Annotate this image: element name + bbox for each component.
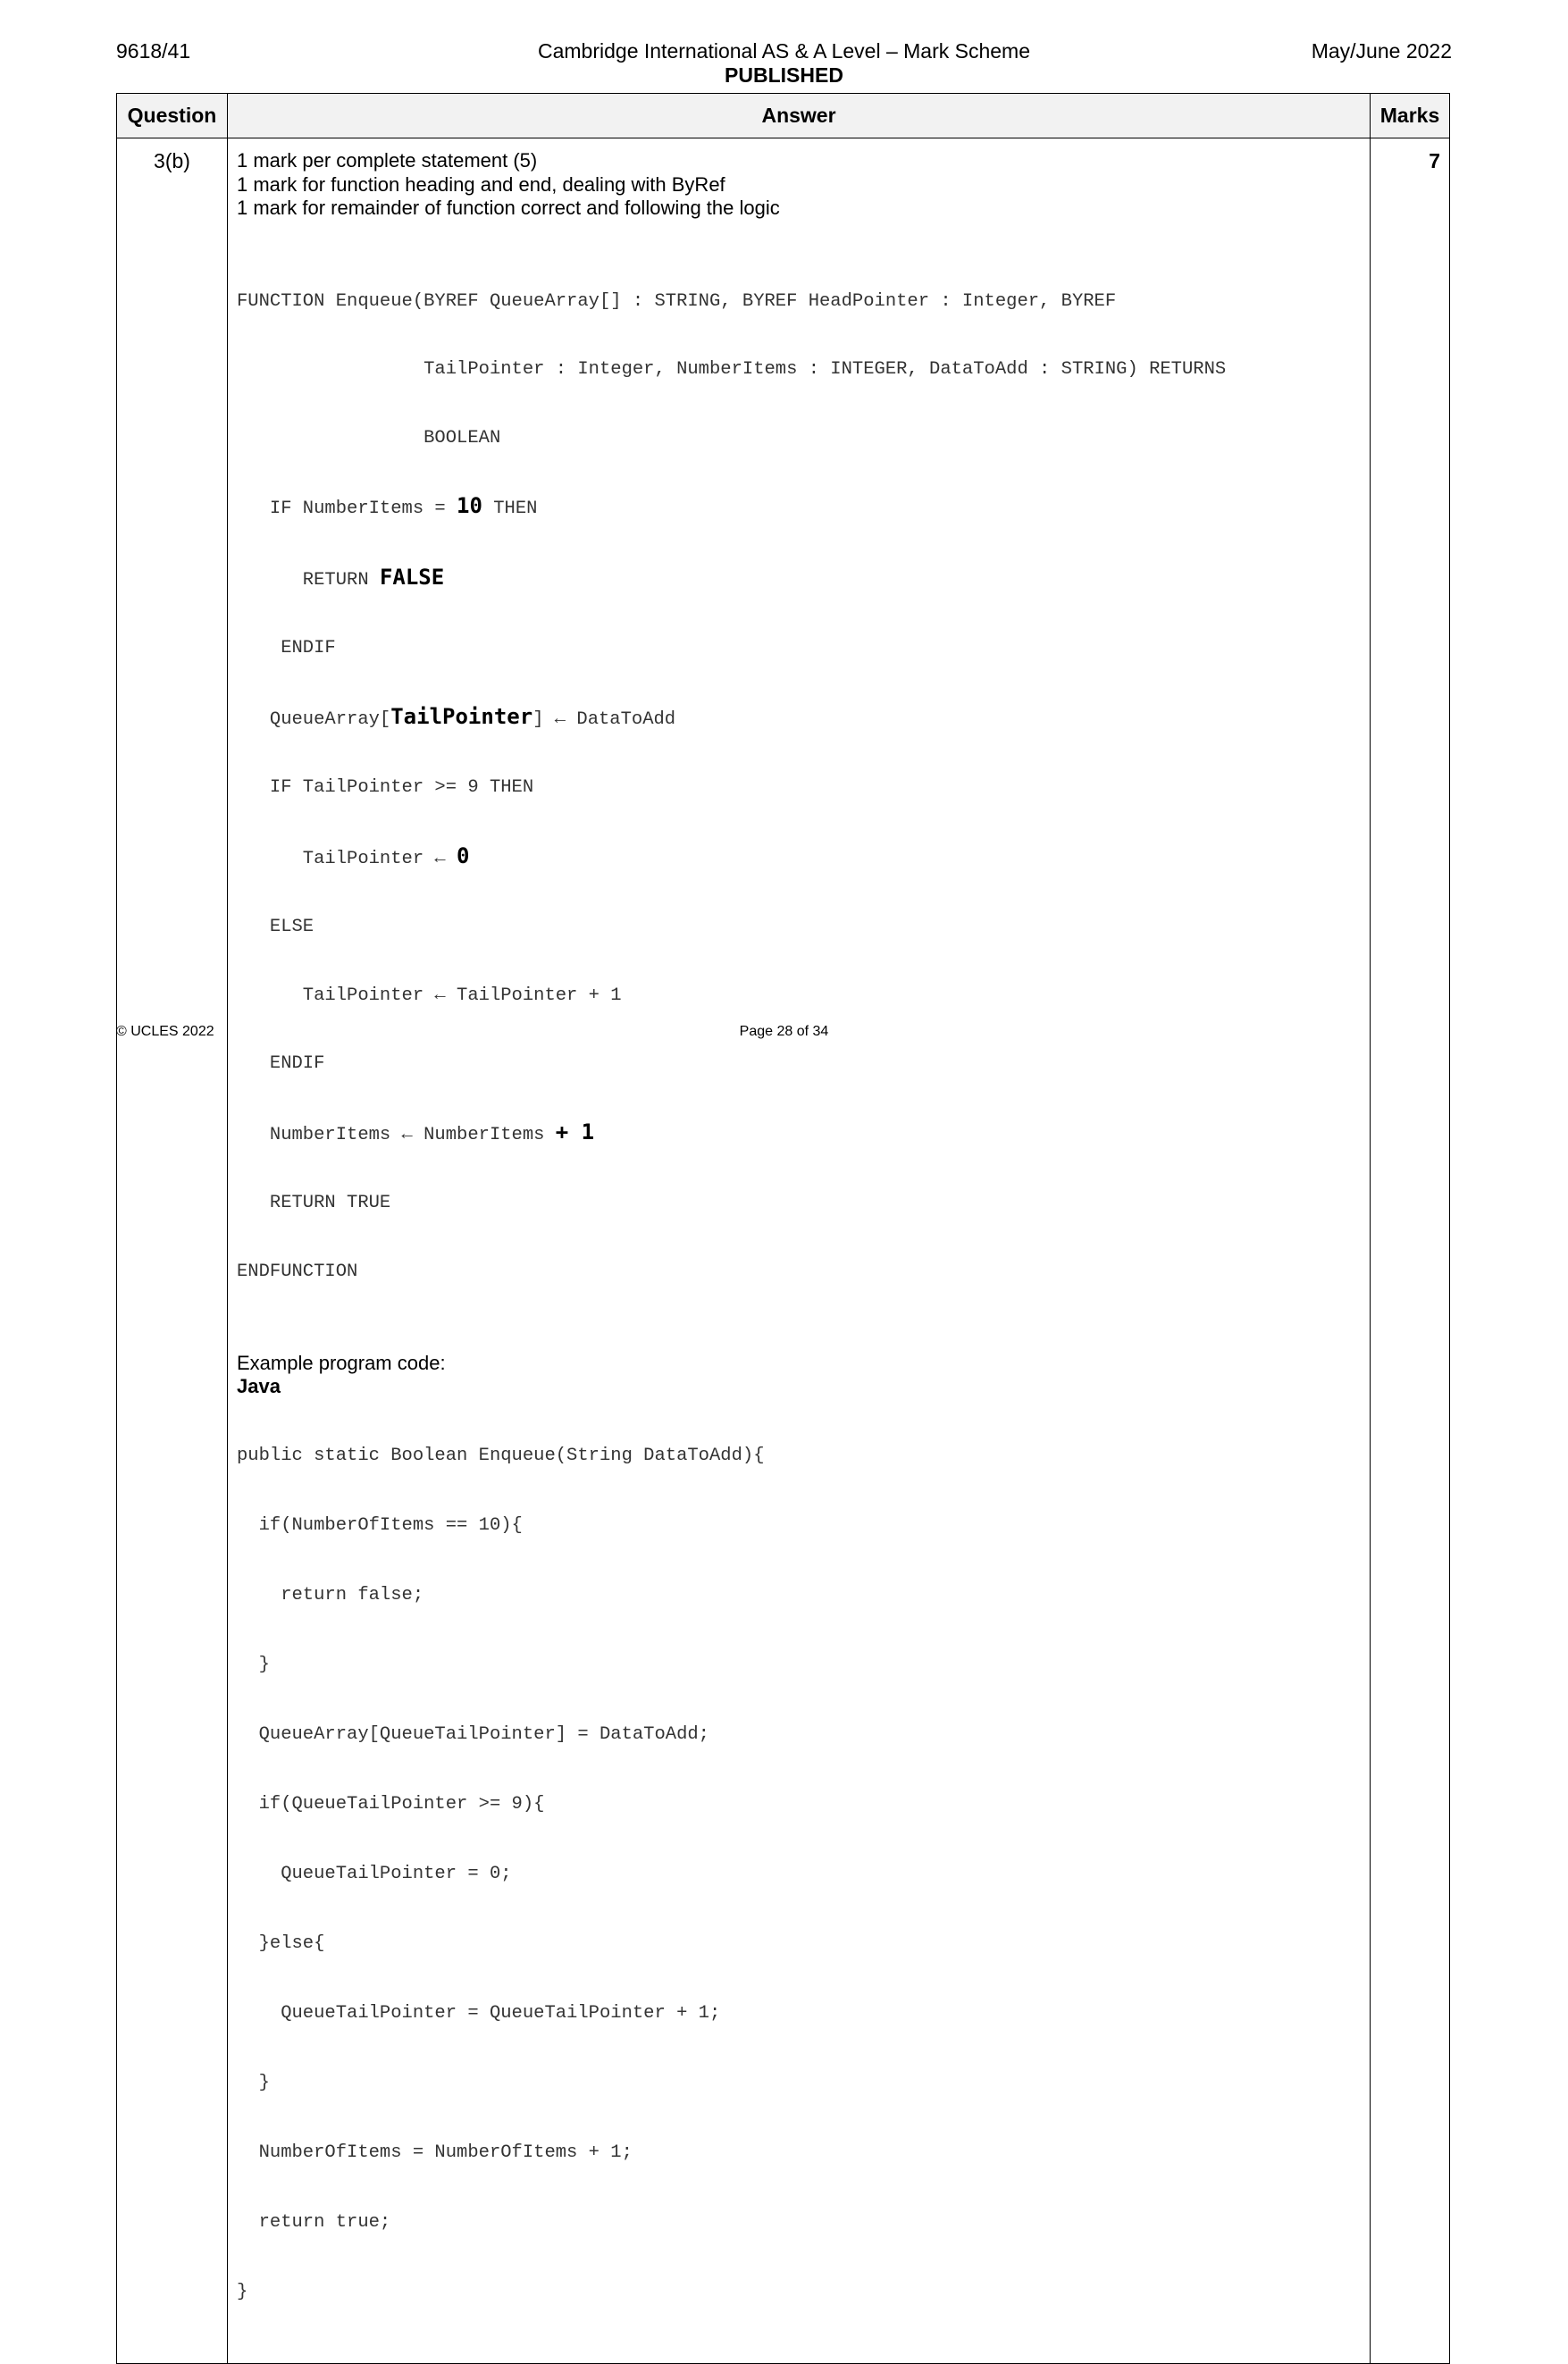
code-line: IF TailPointer >= 9 THEN [237,777,534,798]
code-line: FUNCTION Enqueue(BYREF QueueArray[] : STRING, BYREF HeadPointer : Integer, BYREF [237,290,1117,312]
code-text: ] ← DataToAdd [532,708,676,730]
table-row [117,138,1450,2364]
code-line [237,495,1361,521]
mark-scheme-table [116,93,1450,2364]
criterion: 1 mark for remainder of function correct and following the logic [237,197,780,219]
highlighted-code: FALSE [379,564,445,590]
code-line [237,842,1361,871]
highlighted-code: TailPointer [390,703,533,729]
code-line: } [237,2073,270,2093]
code-line [237,1121,1361,1147]
code-line: } [237,1655,270,1675]
table-header-row [117,94,1450,138]
question-number: 3(b) [117,138,228,2364]
document-title: Cambridge International AS & A Level – Mark Scheme [537,39,1031,63]
code-line: RETURN TRUE [237,1193,391,1213]
code-line: ENDIF [237,1053,325,1074]
code-line: BOOLEAN [237,427,501,448]
code-line: } [237,2282,248,2302]
code-text: TailPointer ← [237,848,457,869]
code-line: ELSE [237,917,314,937]
exam-session: May/June 2022 [1311,39,1452,63]
code-text: THEN [482,499,538,519]
question-column-header: Question [117,94,228,138]
code-line: QueueTailPointer = 0; [237,1864,512,1884]
code-line: QueueArray[QueueTailPointer] = DataToAdd; [237,1724,709,1745]
code-line: QueueTailPointer = QueueTailPointer + 1; [237,2003,721,2024]
code-line: }else{ [237,1933,325,1954]
code-line: return false; [237,1585,424,1605]
page-number: Page 28 of 34 [739,1024,829,1039]
copyright: © UCLES 2022 [116,1024,214,1039]
highlighted-code: 0 [457,842,470,868]
code-text: RETURN [237,569,380,591]
code-line [237,703,1361,732]
java-code-block [237,1398,1361,2351]
code-line: return true; [237,2212,391,2233]
paper-code: 9618/41 [116,39,191,63]
code-text: IF NumberItems = [237,499,457,519]
code-text: NumberItems ← NumberItems [237,1124,556,1145]
pseudocode-block [237,245,1361,1329]
code-line: if(NumberOfItems == 10){ [237,1515,523,1536]
code-line: ENDFUNCTION [237,1261,358,1282]
code-line [237,566,1361,592]
code-line: ENDIF [237,638,336,658]
code-text: QueueArray[ [237,708,391,730]
code-line: TailPointer ← TailPointer + 1 [237,985,622,1006]
code-line: if(QueueTailPointer >= 9){ [237,1794,545,1815]
highlighted-code: 10 [457,493,482,518]
published-label: PUBLISHED [725,63,843,87]
marking-criteria [237,149,1361,221]
highlighted-code: + 1 [555,1119,595,1144]
criterion: 1 mark per complete statement (5) [237,149,538,172]
code-line: TailPointer : Integer, NumberItems : INTEGER, DataToAdd : STRING) RETURNS [237,359,1227,380]
language-label: Java [237,1375,281,1397]
example-code-label: Example program code: [237,1352,446,1374]
answer-cell [228,138,1371,2364]
criterion: 1 mark for function heading and end, dealing with ByRef [237,172,725,196]
answer-column-header: Answer [228,94,1371,138]
code-line: public static Boolean Enqueue(String DataToAdd){ [237,1446,765,1466]
marks-column-header: Marks [1371,94,1450,138]
marks-value: 7 [1371,138,1450,2364]
code-line: NumberOfItems = NumberOfItems + 1; [237,2142,633,2163]
